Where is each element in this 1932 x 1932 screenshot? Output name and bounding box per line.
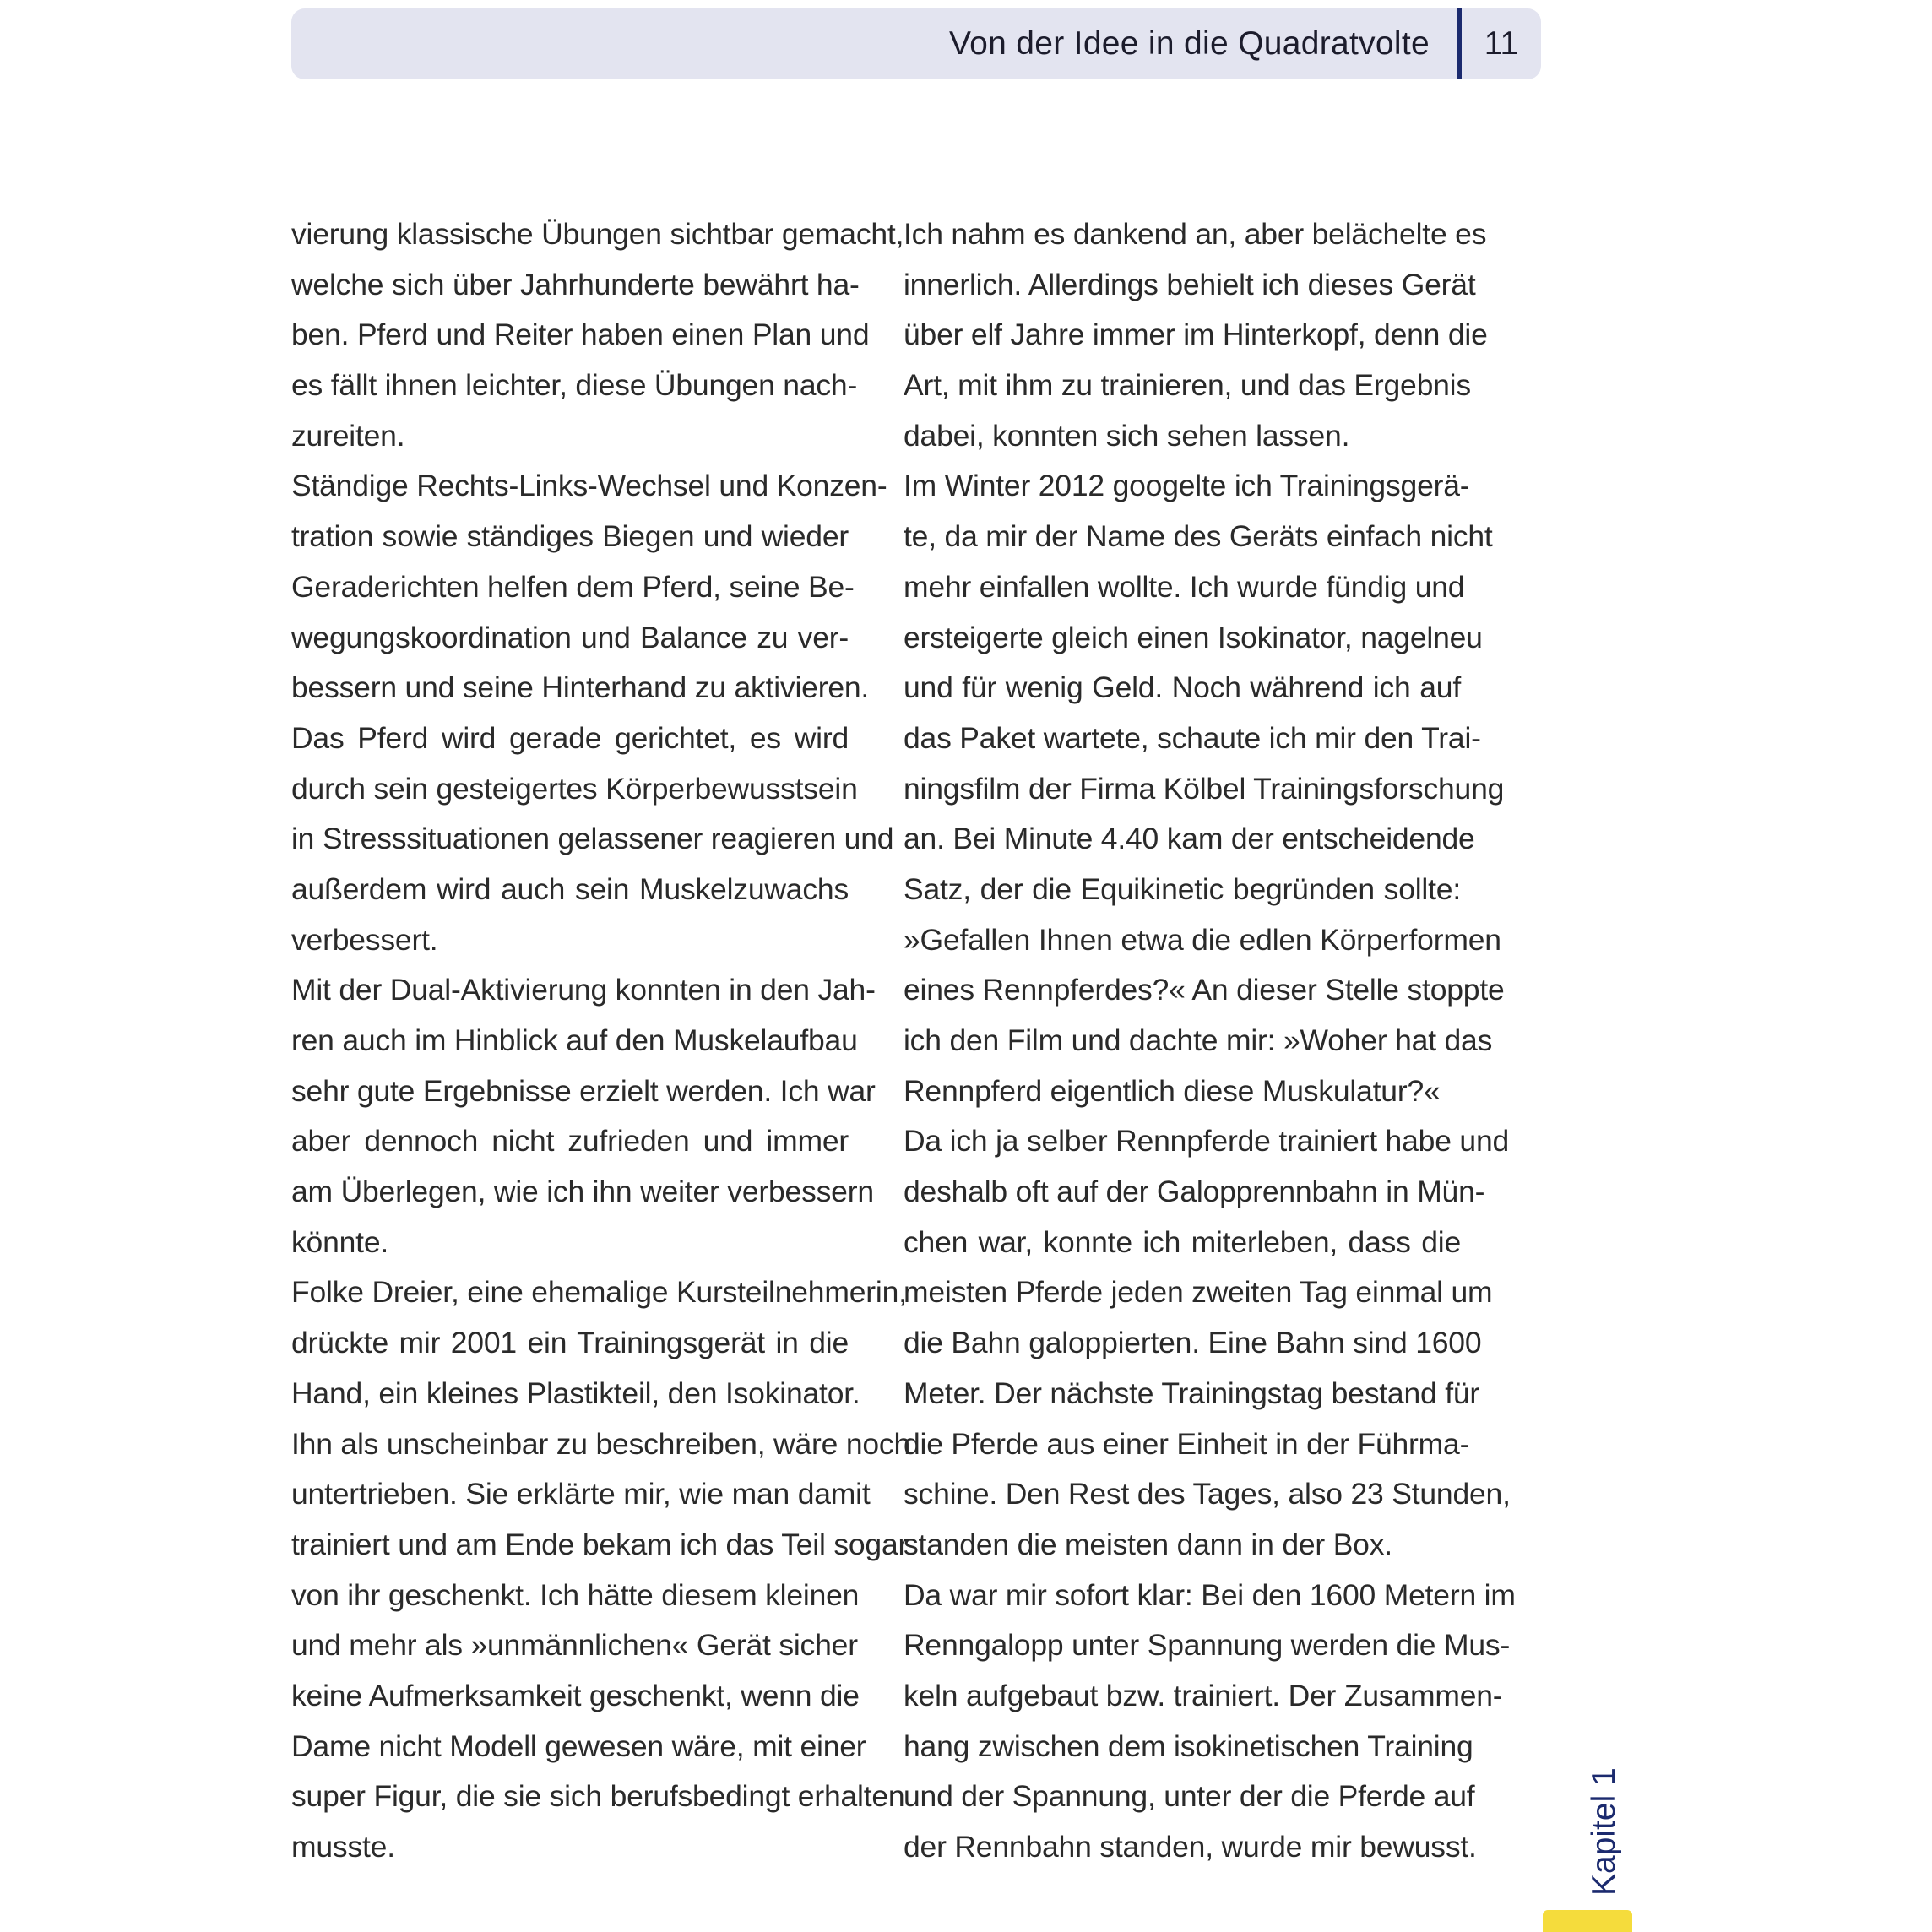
text-line: Rennpferd eigentlich diese Muskulatur?« xyxy=(904,1073,1441,1108)
text-line: das Paket wartete, schaute ich mir den Trai- xyxy=(904,720,1481,755)
text-line: standen die meisten dann in der Box. xyxy=(904,1527,1392,1561)
right-text-column xyxy=(904,209,1516,1873)
text-line: Art, mit ihm zu trainieren, und das Ergebnis xyxy=(904,368,1471,403)
text-line: von ihr geschenkt. Ich hätte diesem kleinen xyxy=(291,1577,860,1612)
text-line: die Pferde aus einer Einheit in der Führma- xyxy=(904,1426,1470,1461)
text-line: und mehr als »unmännlichen« Gerät sicher xyxy=(291,1628,858,1663)
text-line: Das Pferd wird gerade gerichtet, es wird xyxy=(291,720,849,755)
text-line: Geraderichten helfen dem Pferd, seine Be- xyxy=(291,569,855,604)
text-line: ren auch im Hinblick auf den Muskelaufbau xyxy=(291,1023,858,1057)
text-line: eines Rennpferdes?« An dieser Stelle stoppte xyxy=(904,973,1505,1007)
text-line: Ihn als unscheinbar zu beschreiben, wäre noch xyxy=(291,1426,911,1461)
text-line: keine Aufmerksamkeit geschenkt, wenn die xyxy=(291,1678,860,1712)
text-line: und für wenig Geld. Noch während ich auf xyxy=(904,670,1461,705)
text-line: Ständige Rechts-Links-Wechsel und Konzen- xyxy=(291,469,887,503)
text-line: chen war, konnte ich miterleben, dass die xyxy=(904,1224,1461,1259)
text-line: deshalb oft auf der Galopprennbahn in Mün- xyxy=(904,1175,1485,1209)
text-line: super Figur, die sie sich berufsbedingt erhalten xyxy=(291,1779,905,1814)
text-line: am Überlegen, wie ich ihn weiter verbessern xyxy=(291,1175,874,1209)
text-line: an. Bei Minute 4.40 kam der entscheidende xyxy=(904,822,1475,856)
text-line: und der Spannung, unter der die Pferde auf xyxy=(904,1779,1475,1814)
text-line: meisten Pferde jeden zweiten Tag einmal um xyxy=(904,1275,1493,1310)
text-line: Dame nicht Modell gewesen wäre, mit einer xyxy=(291,1728,866,1763)
text-line: tration sowie ständiges Biegen und wieder xyxy=(291,519,849,554)
text-line: mehr einfallen wollte. Ich wurde fündig und xyxy=(904,569,1465,604)
text-line: in Stresssituationen gelassener reagieren und xyxy=(291,822,894,856)
text-line: »Gefallen Ihnen etwa die edlen Körperformen xyxy=(904,922,1501,957)
text-line: über elf Jahre immer im Hinterkopf, denn die xyxy=(904,317,1488,352)
text-line: zureiten. xyxy=(291,418,405,453)
text-line: der Rennbahn standen, wurde mir bewusst. xyxy=(904,1830,1477,1864)
chapter-tab-label: Kapitel 1 xyxy=(1586,1767,1622,1896)
text-line: schine. Den Rest des Tages, also 23 Stunden, xyxy=(904,1477,1511,1511)
text-line: keln aufgebaut bzw. trainiert. Der Zusammen- xyxy=(904,1678,1503,1712)
text-line: trainiert und am Ende bekam ich das Teil sogar xyxy=(291,1527,909,1561)
chapter-tab-marker xyxy=(1543,1910,1632,1932)
text-line: welche sich über Jahrhunderte bewährt ha- xyxy=(291,267,860,301)
text-line: es fällt ihnen leichter, diese Übungen nach- xyxy=(291,368,858,403)
text-line: könnte. xyxy=(291,1224,389,1259)
running-header-title: Von der Idee in die Quadratvolte xyxy=(949,25,1430,62)
text-line: bessern und seine Hinterhand zu aktivieren. xyxy=(291,670,870,705)
text-line: Mit der Dual-Aktivierung konnten in den Jah- xyxy=(291,973,876,1007)
text-line: durch sein gesteigertes Körperbewusstsein xyxy=(291,771,858,806)
text-line: Da ich ja selber Rennpferde trainiert habe und xyxy=(904,1124,1510,1159)
text-line: Hand, ein kleines Plastikteil, den Isokinator. xyxy=(291,1376,860,1410)
text-line: musste. xyxy=(291,1830,395,1864)
text-line: Da war mir sofort klar: Bei den 1600 Metern im xyxy=(904,1577,1516,1612)
text-line: Satz, der die Equikinetic begründen sollte: xyxy=(904,871,1461,906)
text-line: drückte mir 2001 ein Trainingsgerät in die xyxy=(291,1326,849,1360)
text-line: Im Winter 2012 googelte ich Trainingsgerä- xyxy=(904,469,1470,503)
text-line: dabei, konnten sich sehen lassen. xyxy=(904,418,1350,453)
text-line: ich den Film und dachte mir: »Woher hat das xyxy=(904,1023,1493,1057)
text-line: Meter. Der nächste Trainingstag bestand für xyxy=(904,1376,1480,1410)
text-line: ersteigerte gleich einen Isokinator, nagelneu xyxy=(904,620,1483,654)
text-line: wegungskoordination und Balance zu ver- xyxy=(291,620,849,654)
text-line: untertrieben. Sie erklärte mir, wie man damit xyxy=(291,1477,871,1511)
text-line: ben. Pferd und Reiter haben einen Plan und xyxy=(291,317,870,352)
text-line: Folke Dreier, eine ehemalige Kursteilnehmerin, xyxy=(291,1275,907,1310)
text-line: innerlich. Allerdings behielt ich dieses Gerät xyxy=(904,267,1476,301)
text-line: verbessert. xyxy=(291,922,438,957)
text-line: aber dennoch nicht zufrieden und immer xyxy=(291,1124,849,1159)
left-text-column xyxy=(291,209,911,1873)
text-line: te, da mir der Name des Geräts einfach nicht xyxy=(904,519,1493,554)
text-line: ningsfilm der Firma Kölbel Trainingsforschung xyxy=(904,771,1505,806)
text-line: die Bahn galoppierten. Eine Bahn sind 1600 xyxy=(904,1326,1482,1360)
text-line: hang zwischen dem isokinetischen Training xyxy=(904,1728,1473,1763)
text-line: vierung klassische Übungen sichtbar gemacht, xyxy=(291,217,904,251)
running-header xyxy=(291,8,1541,79)
page-number: 11 xyxy=(1484,25,1519,62)
text-line: Ich nahm es dankend an, aber belächelte es xyxy=(904,217,1487,251)
text-line: außerdem wird auch sein Muskelzuwachs xyxy=(291,871,849,906)
text-line: sehr gute Ergebnisse erzielt werden. Ich war xyxy=(291,1073,876,1108)
text-line: Renngalopp unter Spannung werden die Mus- xyxy=(904,1628,1511,1663)
